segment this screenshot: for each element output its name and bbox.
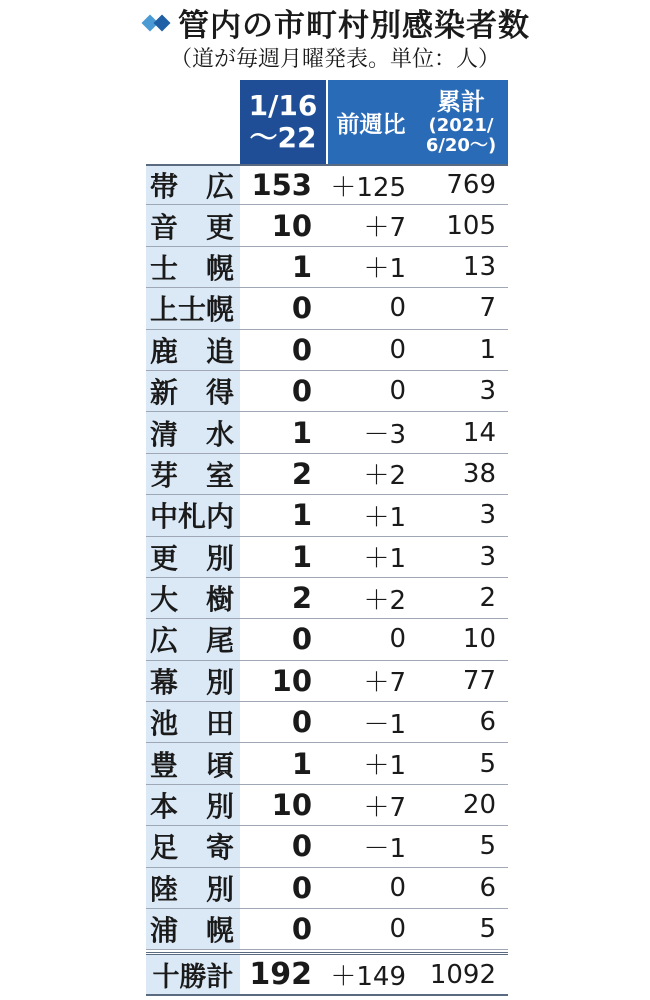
cumulative-count: 3 bbox=[479, 376, 496, 407]
total-diff: ＋149 bbox=[330, 962, 406, 993]
table-row bbox=[146, 164, 508, 205]
weekly-count: 10 bbox=[271, 788, 312, 823]
weekly-count: 0 bbox=[291, 291, 312, 326]
cumulative-count: 10 bbox=[462, 624, 496, 655]
table-row bbox=[146, 619, 508, 660]
table-row bbox=[146, 247, 508, 288]
header-week-line1: 1/16 bbox=[248, 89, 318, 122]
cumulative-count: 6 bbox=[479, 707, 496, 738]
week-over-week: ＋1 bbox=[363, 254, 406, 285]
table-row bbox=[146, 826, 508, 867]
municipality-name: 新 得 bbox=[146, 371, 240, 411]
week-over-week: －3 bbox=[363, 420, 406, 451]
week-over-week: ＋1 bbox=[363, 502, 406, 533]
page-subtitle: （道が毎週月曜発表。単位：人） bbox=[170, 47, 501, 72]
municipality-name: 音 更 bbox=[146, 205, 240, 245]
table-row bbox=[146, 743, 508, 784]
cumulative-count: 2 bbox=[479, 583, 496, 614]
week-over-week: 0 bbox=[389, 376, 406, 407]
week-over-week: ＋2 bbox=[363, 461, 406, 492]
cumulative-count: 105 bbox=[446, 210, 496, 241]
header-cumulative bbox=[414, 80, 508, 164]
cumulative-count: 14 bbox=[462, 417, 496, 448]
cumulative-count: 7 bbox=[479, 293, 496, 324]
title-row bbox=[142, 2, 530, 42]
municipality-name: 中札内 bbox=[146, 495, 240, 535]
weekly-count: 1 bbox=[291, 249, 312, 284]
table-row bbox=[146, 412, 508, 453]
cumulative-count: 20 bbox=[462, 790, 496, 821]
cumulative-count: 5 bbox=[479, 748, 496, 779]
weekly-count: 0 bbox=[291, 374, 312, 409]
table-row bbox=[146, 454, 508, 495]
weekly-count: 10 bbox=[271, 208, 312, 243]
weekly-count: 153 bbox=[251, 168, 312, 203]
weekly-count: 1 bbox=[291, 539, 312, 574]
week-over-week: ＋7 bbox=[363, 213, 406, 244]
week-over-week: 0 bbox=[389, 914, 406, 945]
week-over-week: ＋2 bbox=[363, 585, 406, 616]
weekly-count: 2 bbox=[291, 581, 312, 616]
cumulative-count: 13 bbox=[462, 251, 496, 282]
cumulative-count: 3 bbox=[479, 541, 496, 572]
municipality-name: 本 別 bbox=[146, 785, 240, 825]
weekly-count: 1 bbox=[291, 415, 312, 450]
week-over-week: ＋7 bbox=[363, 792, 406, 823]
table-row bbox=[146, 702, 508, 743]
cumulative-count: 6 bbox=[479, 872, 496, 903]
weekly-count: 0 bbox=[291, 912, 312, 947]
week-over-week: 0 bbox=[389, 624, 406, 655]
table-row bbox=[146, 495, 508, 536]
municipality-name: 池 田 bbox=[146, 702, 240, 742]
municipality-name: 清 水 bbox=[146, 412, 240, 452]
week-over-week: ＋1 bbox=[363, 544, 406, 575]
municipality-name: 帯 広 bbox=[146, 166, 240, 204]
municipality-name: 陸 別 bbox=[146, 868, 240, 908]
municipality-name: 幕 別 bbox=[146, 661, 240, 701]
header-blank-cell bbox=[146, 80, 240, 164]
municipality-name: 豊 頃 bbox=[146, 743, 240, 783]
weekly-count: 0 bbox=[291, 870, 312, 905]
total-cum: 1092 bbox=[429, 959, 496, 990]
week-over-week: 0 bbox=[389, 872, 406, 903]
table-header bbox=[146, 80, 508, 164]
table-row bbox=[146, 868, 508, 909]
table-row bbox=[146, 371, 508, 412]
table-row bbox=[146, 288, 508, 329]
total-row bbox=[146, 952, 508, 996]
week-over-week: ＋125 bbox=[330, 172, 406, 203]
header-week-line2: ～22 bbox=[249, 121, 317, 154]
header-cum-line3: 6/20～) bbox=[425, 135, 497, 156]
table-row bbox=[146, 205, 508, 246]
header-diff-label: 前週比 bbox=[336, 111, 406, 138]
table-body bbox=[146, 164, 508, 950]
table-row bbox=[146, 330, 508, 371]
header-diff bbox=[328, 80, 414, 164]
municipality-name: 広 尾 bbox=[146, 619, 240, 659]
cumulative-count: 5 bbox=[479, 831, 496, 862]
municipality-name: 鹿 追 bbox=[146, 330, 240, 370]
cumulative-count: 77 bbox=[462, 665, 496, 696]
header-cum-line1: 累計 bbox=[437, 88, 485, 116]
municipality-name: 上士幌 bbox=[146, 288, 240, 328]
cumulative-count: 3 bbox=[479, 500, 496, 531]
municipality-name: 士 幌 bbox=[146, 247, 240, 287]
cumulative-count: 5 bbox=[479, 914, 496, 945]
weekly-count: 0 bbox=[291, 705, 312, 740]
weekly-count: 0 bbox=[291, 622, 312, 657]
cumulative-count: 38 bbox=[462, 458, 496, 489]
total-week: 192 bbox=[249, 957, 312, 993]
week-over-week: 0 bbox=[389, 334, 406, 365]
weekly-count: 1 bbox=[291, 746, 312, 781]
header-cum-line2: (2021/ bbox=[428, 115, 494, 136]
table-row bbox=[146, 578, 508, 619]
weekly-count: 0 bbox=[291, 829, 312, 864]
week-over-week: －1 bbox=[363, 709, 406, 740]
page-title: 管内の市町村別感染者数 bbox=[178, 7, 530, 44]
municipality-name: 足 寄 bbox=[146, 826, 240, 866]
cumulative-count: 1 bbox=[479, 334, 496, 365]
week-over-week: ＋1 bbox=[363, 751, 406, 782]
municipality-name: 浦 幌 bbox=[146, 909, 240, 949]
weekly-count: 1 bbox=[291, 498, 312, 533]
municipality-name: 大 樹 bbox=[146, 578, 240, 618]
table-row bbox=[146, 661, 508, 702]
municipality-name: 更 別 bbox=[146, 537, 240, 577]
weekly-count: 10 bbox=[271, 663, 312, 698]
infection-table bbox=[146, 80, 508, 996]
weekly-count: 2 bbox=[291, 456, 312, 491]
week-over-week: ＋7 bbox=[363, 668, 406, 699]
table-row bbox=[146, 537, 508, 578]
cumulative-count: 769 bbox=[446, 170, 496, 201]
week-over-week: －1 bbox=[363, 833, 406, 864]
total-name: 十勝計 bbox=[146, 955, 240, 994]
week-over-week: 0 bbox=[389, 293, 406, 324]
double-diamond-icon bbox=[142, 7, 172, 37]
weekly-count: 0 bbox=[291, 332, 312, 367]
header-week bbox=[240, 80, 326, 164]
municipality-name: 芽 室 bbox=[146, 454, 240, 494]
table-row bbox=[146, 909, 508, 950]
table-row bbox=[146, 785, 508, 826]
